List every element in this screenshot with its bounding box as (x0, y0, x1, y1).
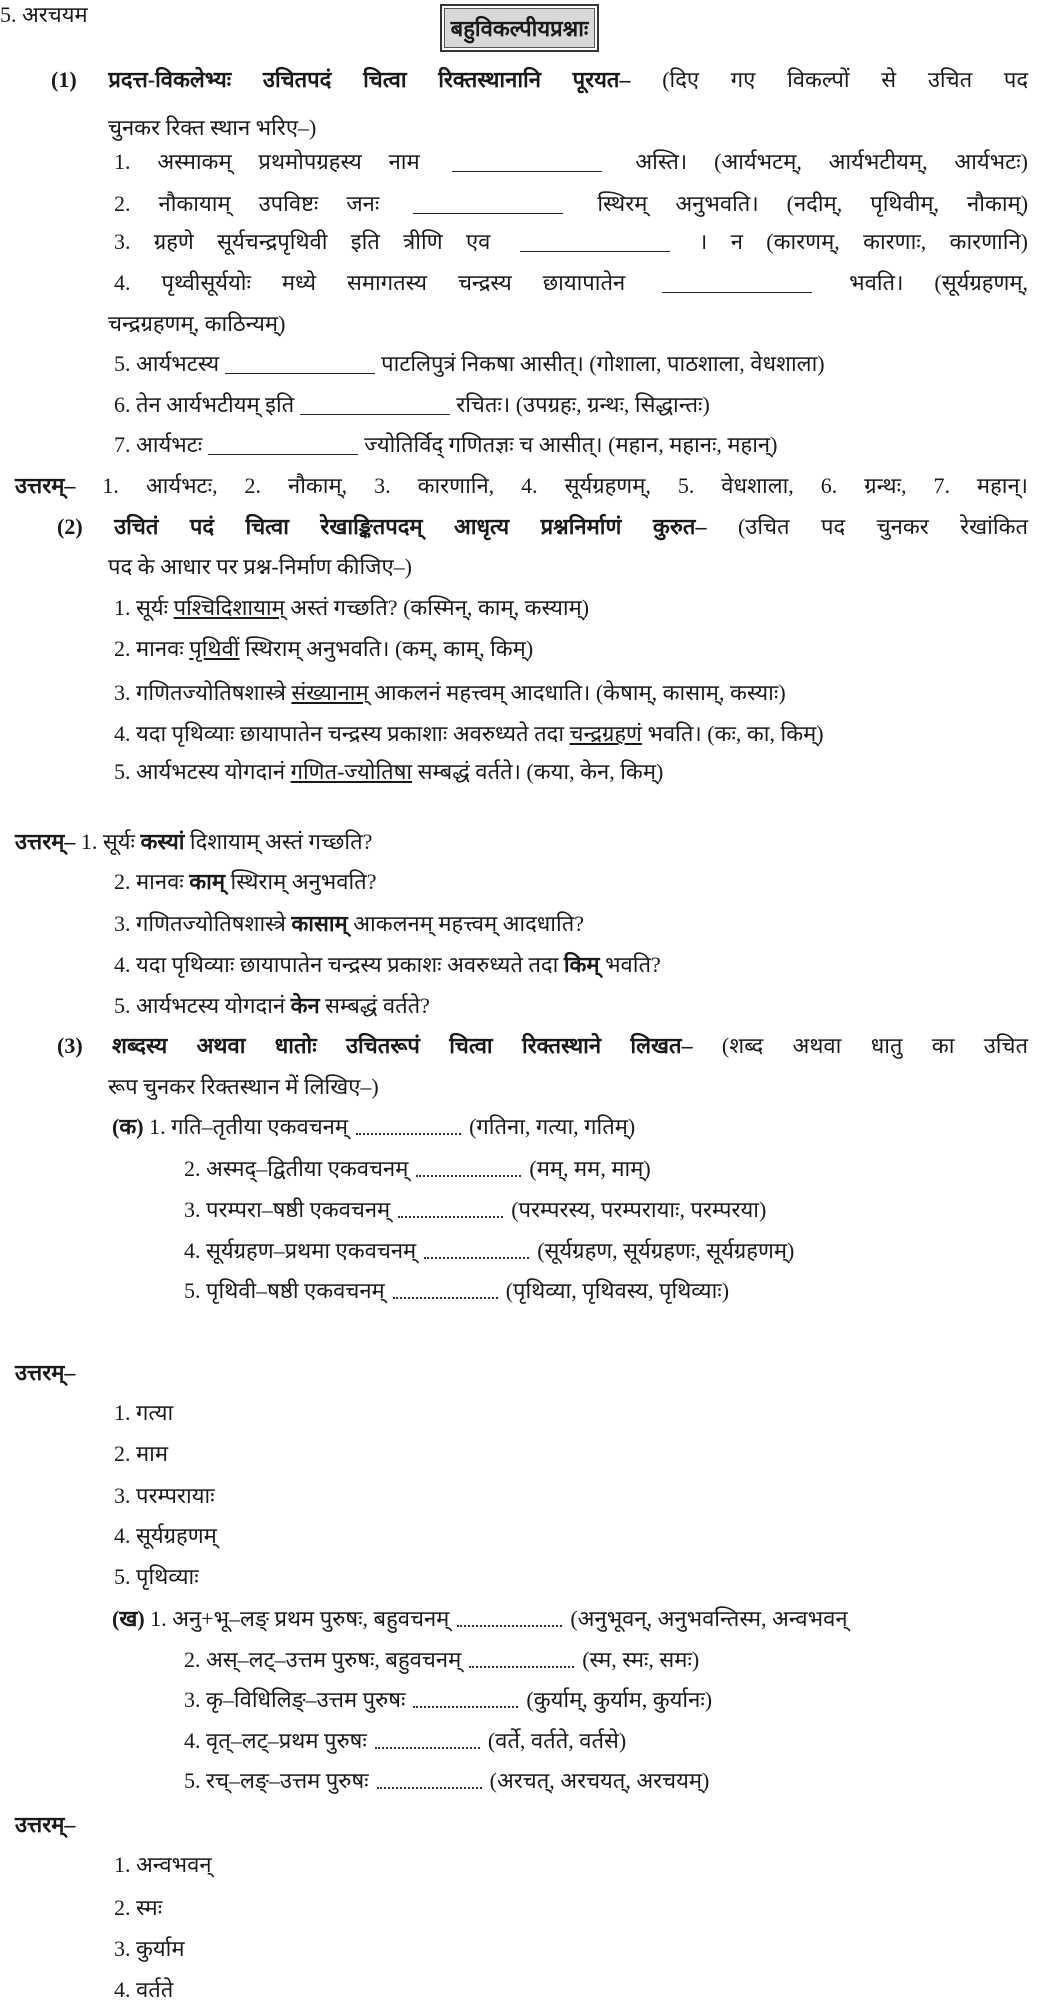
text: दिशायाम् अस्तं गच्छति? (184, 829, 373, 854)
text-line (15, 827, 372, 857)
text-line (114, 1893, 162, 1923)
fill-in-blank (225, 357, 375, 374)
text: 5. आर्यभटस्य योगदानं (114, 993, 291, 1018)
text: 1. सूर्यः (75, 829, 141, 854)
text: (अनुभूवन्, अनुभवन्तिस्म, अन्वभवन् (570, 1606, 848, 1631)
text-line (184, 1645, 699, 1675)
text: भवति। (कः, का, किम्) (641, 721, 824, 746)
text: 3. गणितज्योतिषशास्त्रे (114, 911, 292, 936)
underlined-text: चन्द्रग्रहणं (569, 721, 642, 746)
text-line (108, 309, 285, 339)
text: आकलनम् महत्त्वम् आदधाति? (347, 911, 584, 936)
text-line (114, 268, 1028, 298)
text: चुनकर रिक्त स्थान भरिए–) (108, 115, 317, 140)
text-line (184, 1195, 766, 1225)
bold-text: केन (290, 993, 320, 1018)
text: 1. गत्या (114, 1400, 174, 1425)
bold-text: (2) उचितं पदं चित्वा रेखाङ्कितपदम् आधृत्य प्रश्ननिर्माणं कुरुत– (57, 514, 707, 539)
text: 5. रच्–लङ्–उत्तम पुरुषः (184, 1768, 369, 1793)
text: 5. आर्यभटस्य (114, 351, 220, 376)
text: 1. अन्वभवन् (114, 1852, 212, 1877)
text-line (108, 1072, 379, 1102)
text: भवति। (सूर्यग्रहणम्, (849, 270, 1029, 295)
bold-text: (क) (112, 1114, 144, 1139)
text: 1. गति–तृतीया एकवचनम् (143, 1114, 349, 1139)
text: रचितः। (उपग्रहः, ग्रन्थः, सिद्धान्तः) (456, 392, 710, 417)
text-line (114, 757, 663, 787)
text: 3. गणितज्योतिषशास्त्रे (114, 680, 292, 705)
text: अस्ति। (आर्यभटम्, आर्यभटीयम्, आर्यभटः) (635, 149, 1028, 174)
bold-text: उत्तरम्– (15, 1360, 76, 1385)
text-line (114, 1975, 173, 2005)
text-line (112, 1112, 635, 1142)
fill-in-blank (413, 197, 563, 214)
text: स्थिरम् अनुभवति। (नदीम्, पृथिवीम्, नौकाम्) (597, 191, 1029, 216)
bold-text: कासाम् (291, 911, 348, 936)
text-line (114, 1521, 217, 1551)
fill-in-blank (452, 155, 602, 172)
bold-text: कस्यां (140, 829, 185, 854)
text: (अरचत्, अरचयत्, अरचयम्) (489, 1768, 710, 1793)
text: (सूर्यग्रहण, सूर्यग्रहणः, सूर्यग्रहणम्) (537, 1238, 795, 1263)
text: 1. अनु+भू–लङ् प्रथम पुरुषः, बहुवचनम् (144, 1606, 450, 1631)
text: 4. पृथ्वीसूर्ययोः मध्ये समागतस्य चन्द्रस्य छायापातेन (114, 270, 626, 295)
text: सम्बद्धं वर्तते? (319, 993, 430, 1018)
text: (उचित पद चुनकर रेखांकित (737, 514, 1029, 539)
text-line (57, 1031, 1028, 1061)
text-line (114, 1934, 185, 1964)
text: (गतिना, गत्या, गतिम्) (469, 1114, 636, 1139)
text-line (114, 1439, 168, 1469)
text-line (114, 634, 533, 664)
text-line (114, 147, 1028, 177)
text-line (108, 113, 316, 143)
text-line (15, 1358, 75, 1388)
text: 2. अस्मद्–द्वितीया एकवचनम् (184, 1156, 409, 1181)
text: पद के आधार पर प्रश्न-निर्माण कीजिए–) (108, 554, 412, 579)
text: 5. पृथिवी–षष्ठी एकवचनम् (184, 1278, 385, 1303)
text: 3. कुर्याम (114, 1936, 185, 1961)
text: स्थिराम् अनुभवति? (225, 869, 377, 894)
text: 3. ग्रहणे सूर्यचन्द्रपृथिवी इति त्रीणि एव (114, 229, 491, 254)
text-line (184, 1276, 729, 1306)
text-line (114, 1398, 173, 1428)
underlined-text: गणित-ज्योतिषा (290, 759, 413, 784)
dotted-blank (413, 1696, 518, 1708)
text: 4. यदा पृथिव्याः छायापातेन चन्द्रस्य प्रकाशाः अवरुध्यते तदा (114, 721, 570, 746)
text: 2. स्मः (114, 1895, 163, 1920)
text-line (184, 1726, 626, 1756)
bold-text: उत्तरम्– (15, 829, 76, 854)
text: ज्योतिर्विद् गणितज्ञः च आसीत्। (महान, महानः, महान्) (364, 432, 778, 457)
text: । न (कारणम्, कारणाः, कारणानि) (699, 229, 1028, 254)
text: (स्म, स्मः, समः) (582, 1647, 700, 1672)
text-line (114, 430, 777, 460)
text-line (112, 1604, 848, 1634)
text-line (108, 552, 412, 582)
text-line (51, 65, 1028, 95)
text: चन्द्रग्रहणम्, काठिन्यम्) (108, 311, 286, 336)
text: 3. परम्परा–षष्ठी एकवचनम् (184, 1197, 391, 1222)
text: 1. अस्माकम् प्रथमोपग्रहस्य नाम (114, 149, 420, 174)
text: आकलनं महत्त्वम् आदधाति। (केषाम्, कासाम्, कस्याः) (368, 680, 786, 705)
text-line (114, 1850, 212, 1880)
text: 2. अस्–लट्–उत्तम पुरुषः, बहुवचनम् (184, 1647, 462, 1672)
dotted-blank (375, 1737, 480, 1749)
text-line (184, 1154, 651, 1184)
text: 1. सूर्यः (114, 595, 174, 620)
underlined-text: पृथिवीं (189, 636, 240, 661)
text-line (184, 1236, 794, 1266)
text: (मम्, मम, माम्) (529, 1156, 651, 1181)
fill-in-blank (520, 235, 670, 252)
text-line (114, 189, 1028, 219)
dotted-blank (398, 1206, 503, 1218)
text: (कुर्याम्, कुर्याम, कुर्यानः) (526, 1687, 713, 1712)
fill-in-blank (208, 438, 358, 455)
text: सम्बद्धं वर्तते। (कया, केन, किम्) (412, 759, 664, 784)
text: 6. तेन आर्यभटीयम् इति (114, 392, 295, 417)
section-title: बहुविकल्पीयप्रश्नाः (440, 4, 599, 52)
bold-text: (ख) (112, 1606, 145, 1631)
text-line (114, 349, 825, 379)
text: 2. माम (114, 1441, 169, 1466)
text: 3. कृ–विधिलिङ्–उत्तम पुरुषः (184, 1687, 406, 1712)
text-line (114, 867, 376, 897)
text-line (15, 471, 1028, 501)
text: (दिए गए विकल्पों से उचित पद (662, 67, 1029, 92)
text-line (114, 950, 661, 980)
text-line (114, 678, 786, 708)
bold-text: उत्तरम्– (15, 1812, 76, 1837)
text: 5. आर्यभटस्य योगदानं (114, 759, 291, 784)
bold-text: किम् (563, 952, 600, 977)
bold-text: प्रदत्त-विकलेभ्यः उचितपदं चित्वा रिक्तस्थानानि पूरयत– (108, 67, 631, 92)
text-line (184, 1685, 712, 1715)
text-line (114, 1562, 199, 1592)
text: 4. सूर्यग्रहण–प्रथमा एकवचनम् (184, 1238, 417, 1263)
bold-text: (1) (51, 67, 109, 92)
text: 3. परम्परायाः (114, 1483, 215, 1508)
underlined-text: संख्यानाम् (291, 680, 369, 705)
dotted-blank (377, 1777, 482, 1789)
dotted-blank (424, 1247, 529, 1259)
text-line (114, 1481, 215, 1511)
text-line (57, 512, 1028, 542)
text: (शब्द अथवा धातु का उचित (721, 1033, 1028, 1058)
bold-text: उत्तरम्– (15, 473, 76, 498)
text: 4. वर्तते (114, 1977, 174, 2002)
text: 4. यदा पृथिव्याः छायापातेन चन्द्रस्य प्रकाशः अवरुध्यते तदा (114, 952, 564, 977)
text: 2. मानवः (114, 869, 190, 894)
text: (परम्परस्य, परम्परायाः, परम्परया) (511, 1197, 767, 1222)
dotted-blank (457, 1615, 562, 1627)
text: स्थिराम् अनुभवति। (कम्, काम्, किम्) (239, 636, 534, 661)
dotted-blank (356, 1123, 461, 1135)
text: भवति? (599, 952, 661, 977)
bold-text: (3) शब्दस्य अथवा धातोः उचितरूपं चित्वा रिक्तस्थाने लिखत– (57, 1033, 693, 1058)
text: 5. पृथिव्याः (114, 1564, 199, 1589)
text: अस्तं गच्छति? (कस्मिन्, काम्, कस्याम्) (284, 595, 590, 620)
text-line (184, 1766, 709, 1796)
dotted-blank (416, 1165, 521, 1177)
text: 4. वृत्–लट्–प्रथम पुरुषः (184, 1728, 367, 1753)
text-line (114, 719, 824, 749)
fill-in-blank (662, 276, 812, 293)
text: 2. मानवः (114, 636, 190, 661)
dotted-blank (393, 1287, 498, 1299)
text: पाटलिपुत्रं निकषा आसीत्। (गोशाला, पाठशाला, वेधशाला) (381, 351, 825, 376)
text-line (114, 593, 589, 623)
text: रूप चुनकर रिक्तस्थान में लिखिए–) (108, 1074, 379, 1099)
text: 1. आर्यभटः, 2. नौकाम्, 3. कारणानि, 4. सूर्यग्रहणम्, 5. वेधशाला, 6. ग्रन्थः, 7. महान्। (102, 473, 1029, 498)
text: (पृथिव्या, पृथिवस्य, पृथिव्याः) (505, 1278, 730, 1303)
text: (वर्ते, वर्तते, वर्तसे) (487, 1728, 627, 1753)
fill-in-blank (300, 398, 450, 415)
text: 4. सूर्यग्रहणम् (114, 1523, 217, 1548)
bold-text: काम् (189, 869, 226, 894)
text-line (15, 1810, 75, 1840)
dotted-blank (469, 1656, 574, 1668)
text-line (0, 0, 88, 30)
text-line (114, 909, 584, 939)
text-line (114, 991, 430, 1021)
text: 2. नौकायाम् उपविष्टः जनः (114, 191, 380, 216)
text: 7. आर्यभटः (114, 432, 203, 457)
text: 5. अरचयम (0, 2, 88, 27)
text-line (114, 227, 1028, 257)
underlined-text: पश्चिदिशायाम् (173, 595, 285, 620)
text-line (114, 390, 710, 420)
